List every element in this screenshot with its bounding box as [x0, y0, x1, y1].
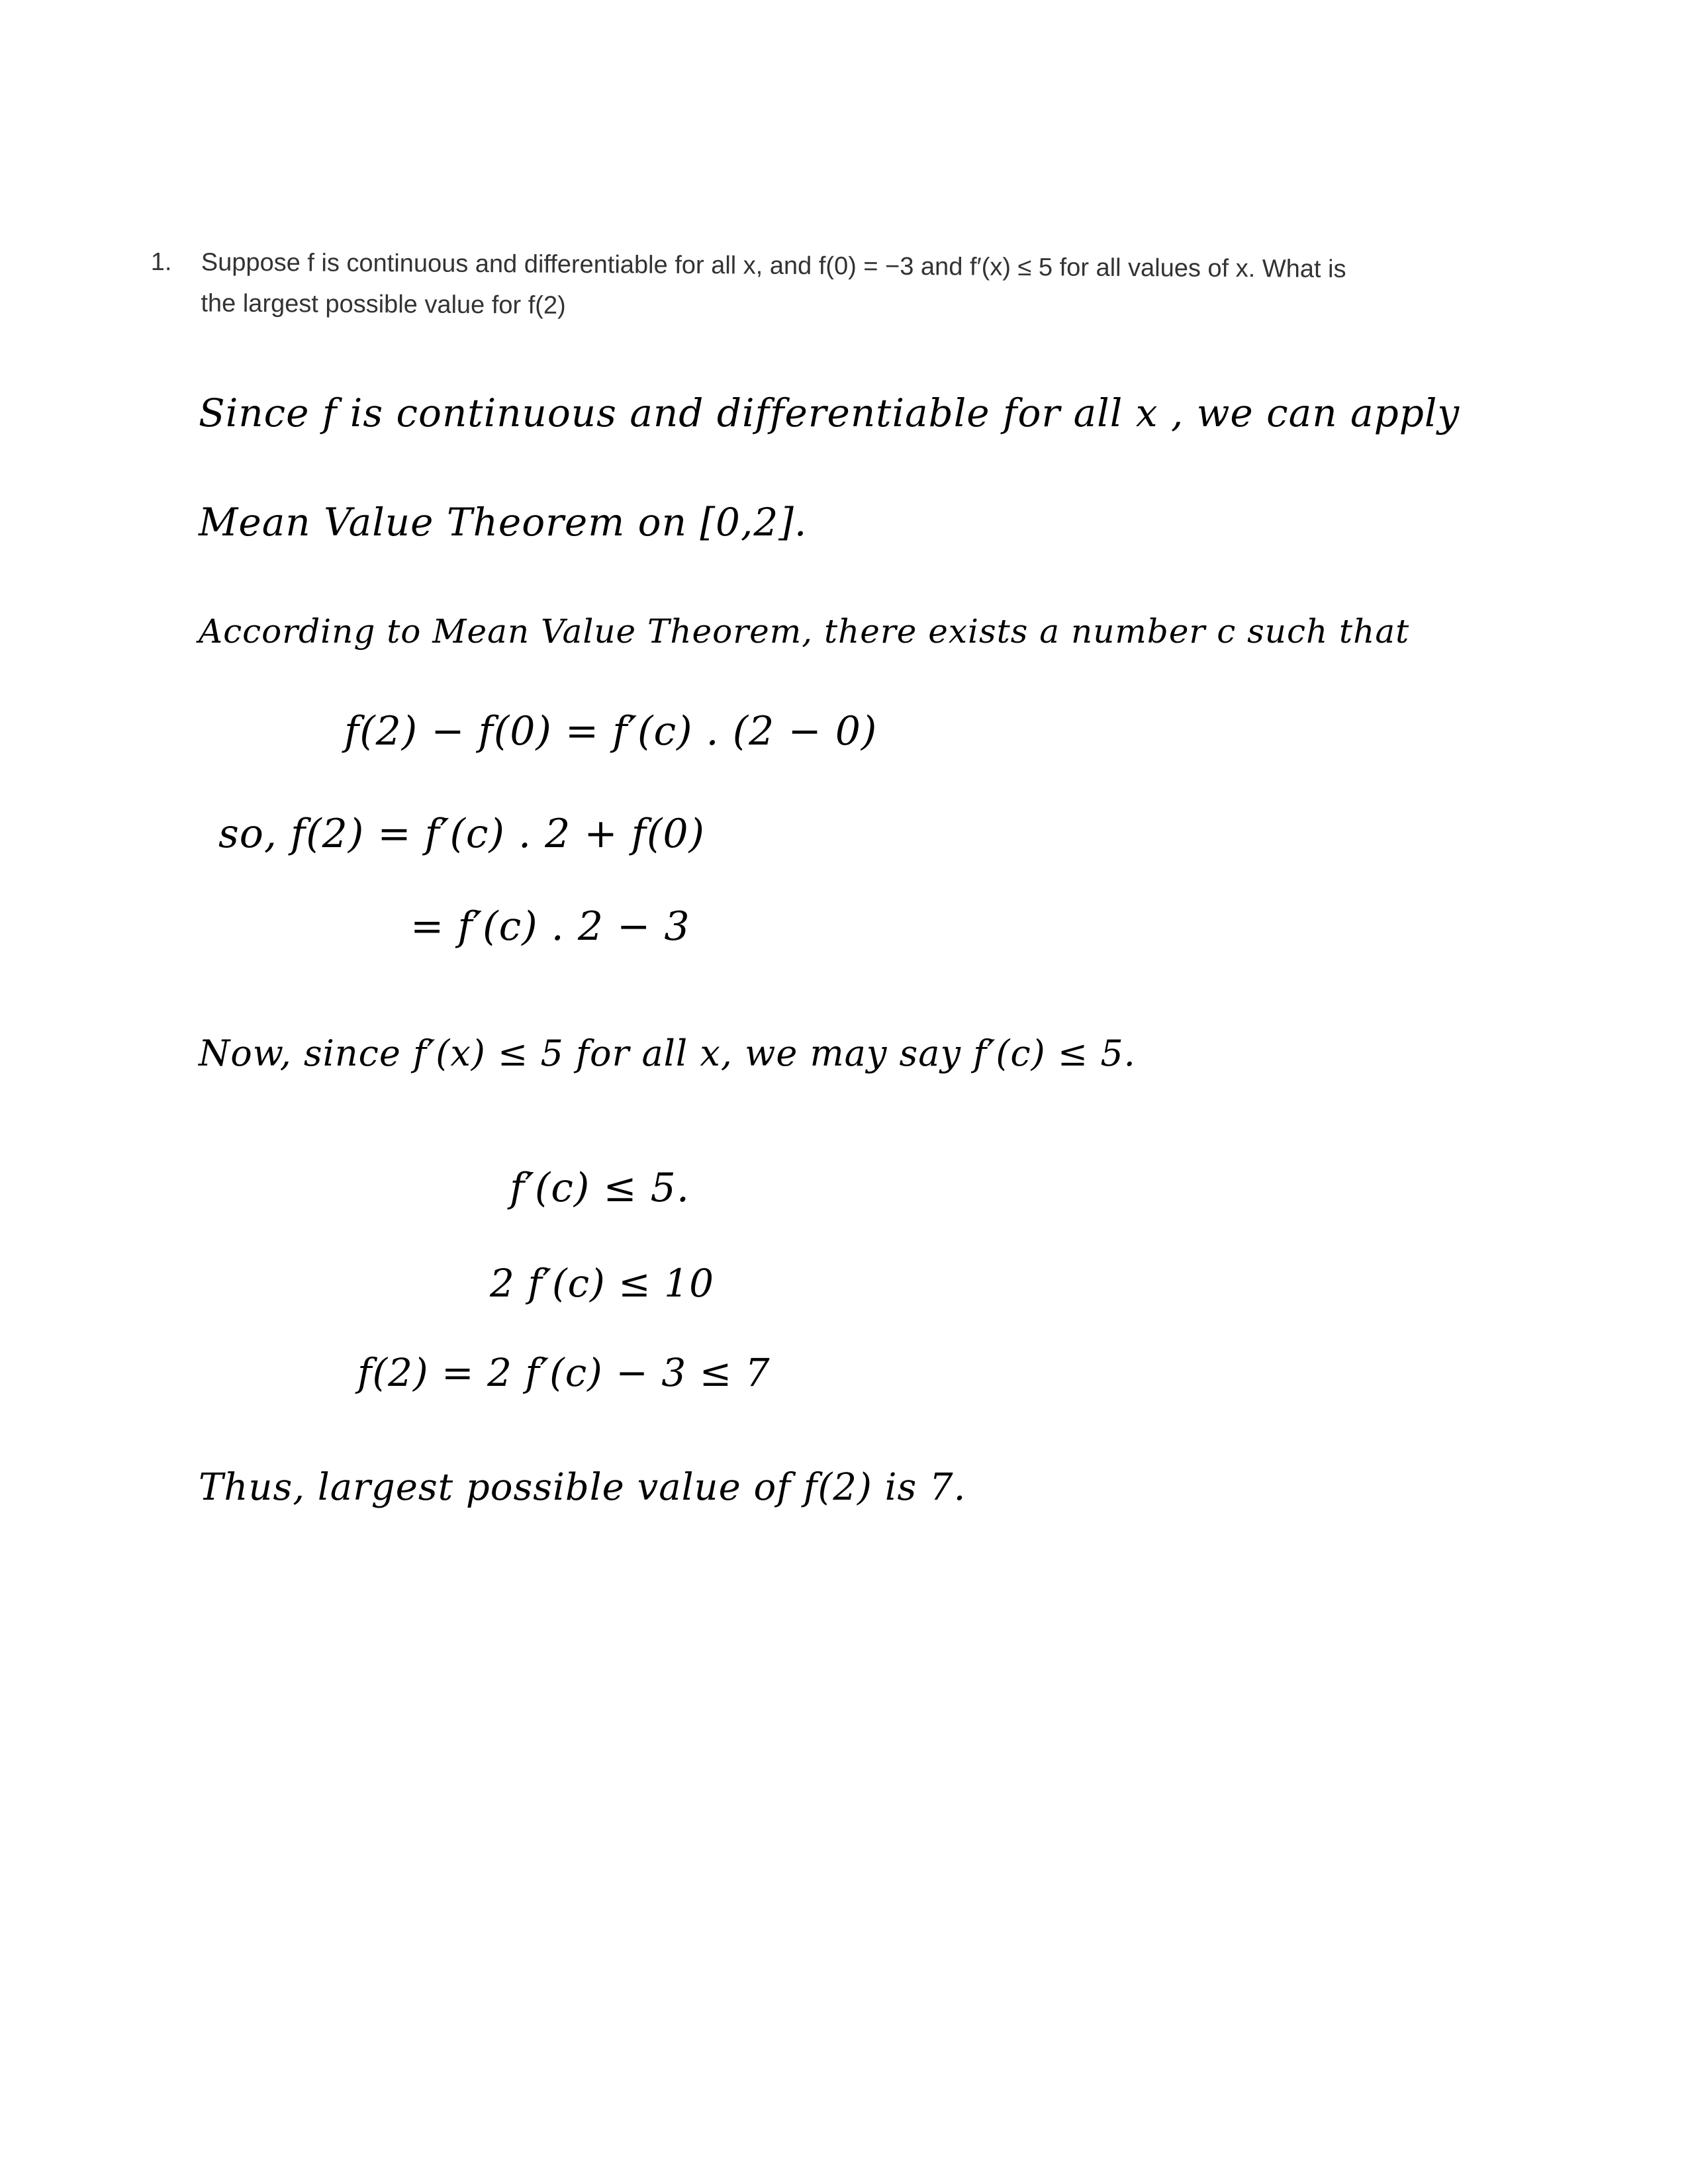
solution-line-3: According to Mean Value Theorem, there exists a number c such that	[199, 612, 1410, 651]
solution-line-7: Now, since f′(x) ≤ 5 for all x, we may say f′(c) ≤ 5.	[199, 1032, 1136, 1074]
problem-number: 1.	[150, 248, 172, 277]
solution-line-1: Since f is continuous and differentiable for all x , we can apply	[199, 390, 1460, 435]
solution-line-11: Thus, largest possible value of f(2) is 7.	[199, 1466, 966, 1509]
problem-text-line-2: the largest possible value for f(2)	[201, 289, 566, 320]
solution-line-2: Mean Value Theorem on [0,2].	[199, 500, 808, 545]
solution-line-4: f(2) − f(0) = f′(c) . (2 − 0)	[344, 708, 878, 754]
solution-line-10: f(2) = 2 f′(c) − 3 ≤ 7	[357, 1350, 771, 1395]
solution-line-6: = f′(c) . 2 − 3	[410, 903, 690, 950]
problem-text-line-1: Suppose f is continuous and differentiable for all x, and f(0) = −3 and f′(x) ≤ 5 for all values of x. What is	[201, 248, 1346, 284]
solution-line-5: so, f(2) = f′(c) . 2 + f(0)	[218, 811, 705, 857]
solution-line-8: f′(c) ≤ 5.	[510, 1165, 690, 1211]
problem-statement	[150, 242, 1475, 332]
solution-line-9: 2 f′(c) ≤ 10	[490, 1261, 714, 1306]
